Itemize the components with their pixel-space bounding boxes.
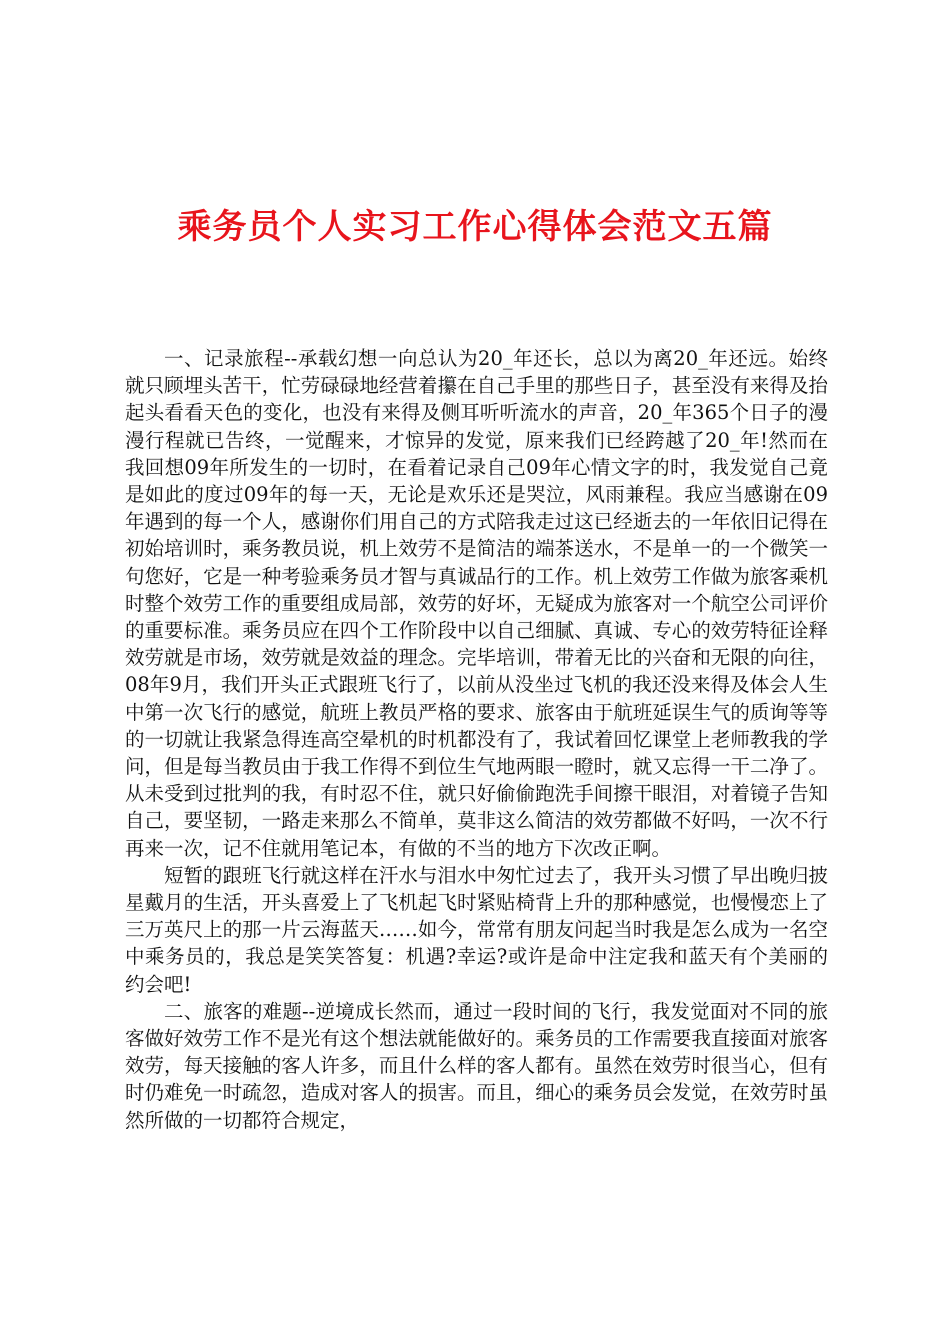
- paragraph-1: 一、记录旅程--承载幻想一向总认为20_年还长，总以为离20_年还远。始终就只顾埋头苦干，忙劳碌碌地经营着攥在自己手里的那些日子，甚至没有来得及抬起头看看天色的变化，也没有来得及侧耳听听流水的声音，20_年365个日子的漫漫行程就已告终，一觉醒来，才惊异的发觉，原来我们已经跨越了20_年!然而在我回想09年所发生的一切时，在看着记录自己09年心情文字的时，我发觉自己竟是如此的度过09年的每一天，无论是欢乐还是哭泣，风雨兼程。我应当感谢在09年遇到的每一个人，感谢你们用自己的方式陪我走过这已经逝去的一年依旧记得在初始培训时，乘务教员说，机上效劳不是简洁的端茶送水，不是单一的一个微笑一句您好，它是一种考验乘务员才智与真诚品行的工作。机上效劳工作做为旅客乘机时整个效劳工作的重要组成局部，效劳的好坏，无疑成为旅客对一个航空公司评价的重要标准。乘务员应在四个工作阶段中以自己细腻、真诚、专心的效劳特征诠释效劳就是市场，效劳就是效益的理念。完毕培训，带着无比的兴奋和无限的向往，08年9月，我们开头正式跟班飞行了，以前从没坐过飞机的我还没来得及体会人生中第一次飞行的感觉，航班上教员严格的要求、旅客由于航班延误生气的质询等等的一切就让我紧急得连高空晕机的时机都没有了，我试着回忆课堂上老师教我的学问，但是每当教员由于我工作得不到位生气地两眼一瞪时，就又忘得一干二净了。从未受到过批判的我，有时忍不住，就只好偷偷跑洗手间擦干眼泪，对着镜子告知自己，要坚韧，一路走来那么不简单，莫非这么简洁的效劳都做不好吗，一次不行再来一次，记不住就用笔记本，有做的不当的地方下次改正啊。: [125, 347, 828, 860]
- paragraph-2: 短暂的跟班飞行就这样在汗水与泪水中匆忙过去了，我开头习惯了早出晚归披星戴月的生活，开头喜爱上了飞机起飞时紧贴椅背上升的那种感觉，也慢慢恋上了三万英尺上的那一片云海蓝天……如今，常常有朋友问起当时我是怎么成为一名空中乘务员的，我总是笑笑答复：机遇?幸运?或许是命中注定我和蓝天有个美丽的约会吧!: [125, 863, 828, 996]
- document-title: 乘务员个人实习工作心得体会范文五篇: [177, 207, 773, 247]
- paragraph-3: 二、旅客的难题--逆境成长然而，通过一段时间的飞行，我发觉面对不同的旅客做好效劳工作不是光有这个想法就能做好的。乘务员的工作需要我直接面对旅客效劳，每天接触的客人许多，而且什么样的客人都有。虽然在效劳时很当心，但有时仍难免一时疏忽，造成对客人的损害。而且，细心的乘务员会发觉，在效劳时虽然所做的一切都符合规定，: [125, 999, 828, 1132]
- document-body: [125, 345, 828, 1134]
